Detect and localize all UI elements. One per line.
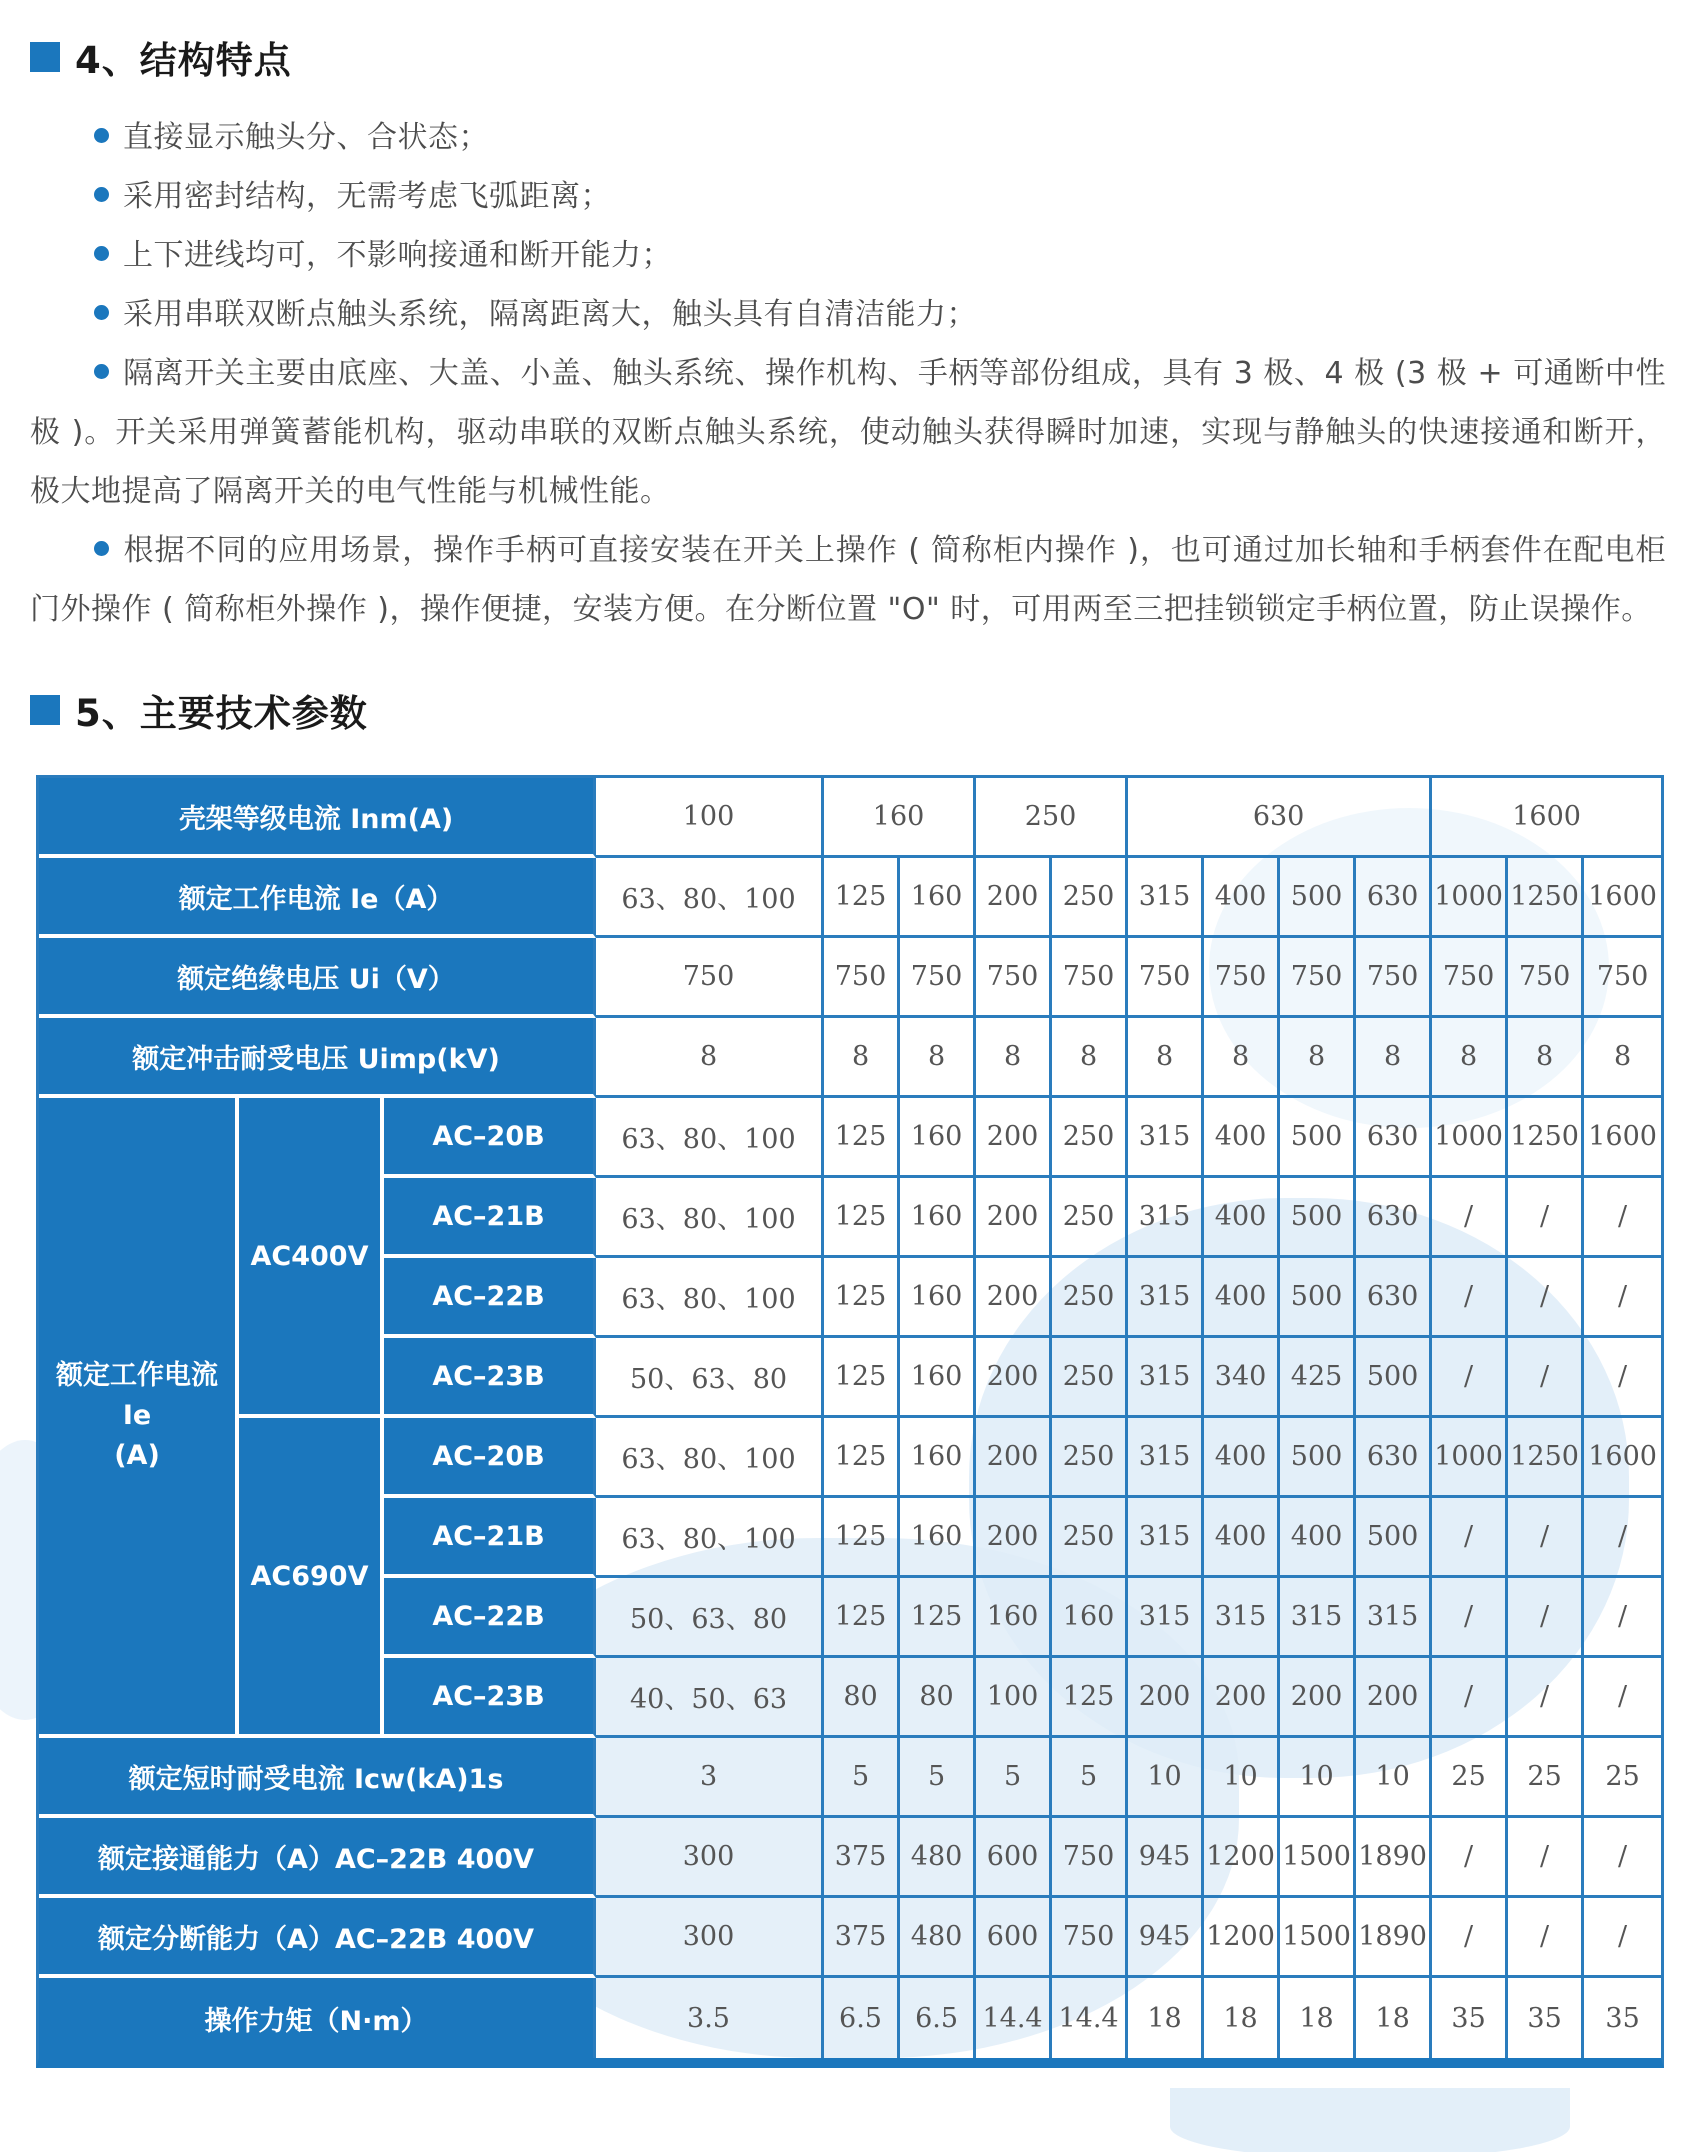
list-item-text: 根据不同的应用场景，操作手柄可直接安装在开关上操作 ( 简称柜内操作 )，也可通过加长轴和手柄套件在配电柜门外操作 ( 简称柜外操作 )，操作便捷，安装方便。在分断位置 "O" 时，可用两至三把挂锁锁定手柄位置，防止误操作。 bbox=[30, 533, 1666, 627]
table-cell: 1600 bbox=[1584, 1098, 1661, 1178]
table-label-cell: AC–23B bbox=[384, 1658, 596, 1738]
table-row bbox=[39, 938, 1661, 1018]
table-cell: 400 bbox=[1280, 1498, 1356, 1578]
table-label-cell: AC–20B bbox=[384, 1098, 596, 1178]
table-cell: / bbox=[1508, 1658, 1584, 1738]
table-cell: 8 bbox=[1128, 1018, 1204, 1098]
table-label-cell: AC–21B bbox=[384, 1178, 596, 1258]
table-cell: 200 bbox=[976, 858, 1052, 938]
table-cell: 63、80、100 bbox=[596, 1178, 824, 1258]
bullet-dot-icon bbox=[94, 187, 109, 202]
table-label-cell: 额定工作电流 Ie（A） bbox=[39, 858, 596, 938]
table-cell: 750 bbox=[1584, 938, 1661, 1018]
table-cell: 250 bbox=[1052, 858, 1128, 938]
label-line: 额定工作电流 bbox=[56, 1360, 218, 1391]
table-cell: / bbox=[1508, 1898, 1584, 1978]
table-row bbox=[39, 1018, 1661, 1098]
table-cell: 300 bbox=[596, 1818, 824, 1898]
table-cell: 125 bbox=[824, 1498, 900, 1578]
table-cell: 1600 bbox=[1584, 1418, 1661, 1498]
table-cell: 340 bbox=[1204, 1338, 1280, 1418]
table-cell: 500 bbox=[1280, 1418, 1356, 1498]
section-4-heading bbox=[30, 30, 1666, 84]
table-cell: 315 bbox=[1204, 1578, 1280, 1658]
table-cell: 500 bbox=[1356, 1338, 1432, 1418]
table-cell: 160 bbox=[900, 1498, 976, 1578]
table-cell: 200 bbox=[1356, 1658, 1432, 1738]
table-row bbox=[39, 1098, 1661, 1178]
table-cell: 500 bbox=[1280, 1258, 1356, 1338]
table-cell: 25 bbox=[1584, 1738, 1661, 1818]
table-cell: 315 bbox=[1128, 1578, 1204, 1658]
table-cell: 750 bbox=[900, 938, 976, 1018]
table-cell: 1250 bbox=[1508, 1098, 1584, 1178]
table-cell: / bbox=[1508, 1818, 1584, 1898]
table-cell: 35 bbox=[1605, 2002, 1640, 2034]
table-label-cell: 额定冲击耐受电压 Uimp(kV) bbox=[39, 1018, 596, 1098]
table-cell: / bbox=[1432, 1578, 1508, 1658]
table-label-cell: AC–21B bbox=[384, 1498, 596, 1578]
table-cell: 200 bbox=[976, 1098, 1052, 1178]
table-cell: 125 bbox=[1052, 1658, 1128, 1738]
table-cell: 630 bbox=[1356, 1178, 1432, 1258]
table-cell: 63、80、100 bbox=[596, 1098, 824, 1178]
table-cell: 200 bbox=[976, 1258, 1052, 1338]
table-cell: 80 bbox=[824, 1658, 900, 1738]
table-label-cell bbox=[39, 1098, 239, 1738]
table-cell: 315 bbox=[1356, 1578, 1432, 1658]
table-cell: 63、80、100 bbox=[596, 1498, 824, 1578]
table-row bbox=[39, 1898, 1661, 1978]
table-cell: 945 bbox=[1128, 1898, 1204, 1978]
table-label-cell: AC690V bbox=[239, 1418, 384, 1738]
table-cell: 8 bbox=[1052, 1018, 1128, 1098]
table-cell: 250 bbox=[1052, 1258, 1128, 1338]
table-cell: 8 bbox=[976, 1018, 1052, 1098]
table-cell: 1500 bbox=[1280, 1818, 1356, 1898]
table-cell: 160 bbox=[900, 1418, 976, 1498]
table-cell: / bbox=[1584, 1898, 1661, 1978]
bullet-dot-icon bbox=[94, 246, 109, 261]
table-cell: 8 bbox=[1584, 1018, 1661, 1098]
table bbox=[39, 778, 1661, 2058]
table-cell: 200 bbox=[976, 1418, 1052, 1498]
table-cell: 750 bbox=[596, 938, 824, 1018]
table-cell: 200 bbox=[1204, 1658, 1280, 1738]
table-cell: 125 bbox=[824, 1178, 900, 1258]
table-cell: 63、80、100 bbox=[596, 858, 824, 938]
table-cell: 750 bbox=[1280, 938, 1356, 1018]
table-cell: 630 bbox=[1128, 778, 1432, 858]
table-label-cell: 额定绝缘电压 Ui（V） bbox=[39, 938, 596, 1018]
table-cell: / bbox=[1584, 1818, 1661, 1898]
bullet-dot-icon bbox=[94, 364, 109, 379]
table-cell: / bbox=[1508, 1498, 1584, 1578]
table-cell: 35 bbox=[1432, 1978, 1508, 2058]
table-label-cell: 额定分断能力（A）AC–22B 400V bbox=[39, 1898, 596, 1978]
table-cell: 63、80、100 bbox=[596, 1258, 824, 1338]
table-cell: 200 bbox=[976, 1178, 1052, 1258]
table-cell: 8 bbox=[824, 1018, 900, 1098]
bullet-dot-icon bbox=[94, 128, 109, 143]
table-cell: 8 bbox=[1432, 1018, 1508, 1098]
table-cell: 14.4 bbox=[976, 1978, 1052, 2058]
table-cell: 63、80、100 bbox=[596, 1418, 824, 1498]
table-cell: 630 bbox=[1356, 1418, 1432, 1498]
table-cell: 750 bbox=[1204, 938, 1280, 1018]
table-cell: 1600 bbox=[1584, 858, 1661, 938]
label-line: Ie bbox=[122, 1400, 152, 1431]
table-label-cell: 操作力矩（N·m） bbox=[39, 1978, 596, 2058]
section-5-heading bbox=[30, 683, 1666, 737]
table-cell: 315 bbox=[1128, 1338, 1204, 1418]
table-cell: / bbox=[1432, 1658, 1508, 1738]
table-cell: 160 bbox=[976, 1578, 1052, 1658]
table-cell: 630 bbox=[1356, 1098, 1432, 1178]
table-label-cell: 额定接通能力（A）AC–22B 400V bbox=[39, 1818, 596, 1898]
table-cell: / bbox=[1432, 1898, 1508, 1978]
table-cell: 250 bbox=[1052, 1178, 1128, 1258]
bullet-dot-icon bbox=[94, 305, 109, 320]
table-label-cell: 壳架等级电流 Inm(A) bbox=[39, 778, 596, 858]
table-cell: 600 bbox=[976, 1898, 1052, 1978]
table-cell: 10 bbox=[1356, 1738, 1432, 1818]
table-cell: 1200 bbox=[1204, 1818, 1280, 1898]
table-cell: 18 bbox=[1280, 1978, 1356, 2058]
table-cell: 750 bbox=[1128, 938, 1204, 1018]
table-cell: 160 bbox=[900, 1338, 976, 1418]
table-cell: 5 bbox=[976, 1738, 1052, 1818]
table-cell: 315 bbox=[1128, 858, 1204, 938]
table-row bbox=[39, 858, 1661, 938]
table-cell: 8 bbox=[900, 1018, 976, 1098]
table-cell: 315 bbox=[1128, 1098, 1204, 1178]
table-cell: 160 bbox=[900, 1098, 976, 1178]
table-cell: / bbox=[1584, 1658, 1661, 1738]
table-cell: 315 bbox=[1280, 1578, 1356, 1658]
table-cell: 3 bbox=[596, 1738, 824, 1818]
section-marker-icon bbox=[30, 695, 60, 725]
table-cell: 480 bbox=[900, 1898, 976, 1978]
table-cell: / bbox=[1432, 1178, 1508, 1258]
table-cell: 8 bbox=[1356, 1018, 1432, 1098]
table-cell: / bbox=[1432, 1498, 1508, 1578]
table-cell: / bbox=[1432, 1338, 1508, 1418]
table-cell: 8 bbox=[1508, 1018, 1584, 1098]
table-cell: 250 bbox=[1052, 1098, 1128, 1178]
table-cell: 250 bbox=[976, 778, 1128, 858]
bullet-dot-icon bbox=[94, 541, 109, 556]
feature-list bbox=[30, 108, 1666, 639]
table-cell: 125 bbox=[824, 1578, 900, 1658]
table-cell: 10 bbox=[1280, 1738, 1356, 1818]
table-cell: 630 bbox=[1356, 1258, 1432, 1338]
table-cell: 125 bbox=[824, 1338, 900, 1418]
table-cell: 3.5 bbox=[596, 1978, 824, 2058]
table-cell: 1000 bbox=[1432, 1098, 1508, 1178]
table-cell: 6.5 bbox=[900, 1978, 976, 2058]
table-cell: / bbox=[1584, 1578, 1661, 1658]
list-item bbox=[30, 226, 1666, 285]
table-cell: 750 bbox=[976, 938, 1052, 1018]
table-cell: 250 bbox=[1052, 1498, 1128, 1578]
table-cell: 400 bbox=[1204, 1498, 1280, 1578]
table-cell: 125 bbox=[824, 858, 900, 938]
table-cell: 125 bbox=[824, 1258, 900, 1338]
table-cell: / bbox=[1508, 1178, 1584, 1258]
table-cell: 200 bbox=[1280, 1658, 1356, 1738]
table-cell: 160 bbox=[824, 778, 976, 858]
table-cell: 18 bbox=[1356, 1978, 1432, 2058]
table-cell: 375 bbox=[824, 1818, 900, 1898]
table-cell: / bbox=[1584, 1338, 1661, 1418]
table-cell: 500 bbox=[1280, 1178, 1356, 1258]
table-cell: 945 bbox=[1128, 1818, 1204, 1898]
table-cell: 400 bbox=[1204, 858, 1280, 938]
table-cell: 1250 bbox=[1508, 858, 1584, 938]
table-label-cell: 额定短时耐受电流 Icw(kA)1s bbox=[39, 1738, 596, 1818]
table-cell: 315 bbox=[1128, 1178, 1204, 1258]
list-item bbox=[30, 344, 1666, 521]
list-item bbox=[30, 285, 1666, 344]
table-cell: 10 bbox=[1204, 1738, 1280, 1818]
table-cell: 160 bbox=[1052, 1578, 1128, 1658]
table-cell: 1000 bbox=[1432, 1418, 1508, 1498]
table-cell: 8 bbox=[1204, 1018, 1280, 1098]
table-label-cell: AC–20B bbox=[384, 1418, 596, 1498]
table-cell: 400 bbox=[1204, 1258, 1280, 1338]
table-cell: 425 bbox=[1280, 1338, 1356, 1418]
table-cell: 125 bbox=[900, 1578, 976, 1658]
table-cell: 400 bbox=[1204, 1098, 1280, 1178]
table-cell: / bbox=[1508, 1578, 1584, 1658]
table-cell: 750 bbox=[1052, 1818, 1128, 1898]
table-cell: 125 bbox=[824, 1418, 900, 1498]
table-cell: 80 bbox=[900, 1658, 976, 1738]
table-cell: 500 bbox=[1356, 1498, 1432, 1578]
table-cell: 1890 bbox=[1356, 1898, 1432, 1978]
table-cell: 100 bbox=[596, 778, 824, 858]
table-cell: 200 bbox=[1128, 1658, 1204, 1738]
table-cell: 100 bbox=[976, 1658, 1052, 1738]
table-cell: 600 bbox=[976, 1818, 1052, 1898]
table-row bbox=[39, 1418, 1661, 1498]
table-row bbox=[39, 1818, 1661, 1898]
table-cell: 315 bbox=[1128, 1418, 1204, 1498]
table-row bbox=[39, 1738, 1661, 1818]
table-label-cell: AC–23B bbox=[384, 1338, 596, 1418]
list-item-text: 直接显示触头分、合状态； bbox=[123, 120, 489, 155]
table-cell: 250 bbox=[1052, 1418, 1128, 1498]
table-cell: / bbox=[1584, 1258, 1661, 1338]
table-cell: 750 bbox=[1052, 1898, 1128, 1978]
table-cell: 200 bbox=[976, 1498, 1052, 1578]
table-cell: 400 bbox=[1204, 1178, 1280, 1258]
table-cell: 50、63、80 bbox=[596, 1338, 824, 1418]
table-cell: 5 bbox=[1052, 1738, 1128, 1818]
table-cell: 315 bbox=[1128, 1258, 1204, 1338]
table-cell: 8 bbox=[596, 1018, 824, 1098]
table-cell: 1200 bbox=[1204, 1898, 1280, 1978]
table-label-cell: AC400V bbox=[239, 1098, 384, 1418]
table-cell: 125 bbox=[824, 1098, 900, 1178]
section-4-title: 4、结构特点 bbox=[75, 39, 292, 82]
table-cell: / bbox=[1508, 1338, 1584, 1418]
table-cell: 8 bbox=[1280, 1018, 1356, 1098]
table-cell: 300 bbox=[596, 1898, 824, 1978]
table-cell: 160 bbox=[900, 858, 976, 938]
list-item-text: 采用密封结构，无需考虑飞弧距离； bbox=[123, 179, 611, 214]
table-cell: 5 bbox=[900, 1738, 976, 1818]
table-cell: / bbox=[1584, 1498, 1661, 1578]
list-item bbox=[30, 521, 1666, 639]
table-cell: / bbox=[1584, 1178, 1661, 1258]
table-cell: 400 bbox=[1204, 1418, 1280, 1498]
table-label-cell: AC–22B bbox=[384, 1578, 596, 1658]
table-cell: 750 bbox=[1508, 938, 1584, 1018]
table-cell: 25 bbox=[1432, 1738, 1508, 1818]
table-cell: 500 bbox=[1280, 1098, 1356, 1178]
table-cell: 200 bbox=[976, 1338, 1052, 1418]
table-cell: 25 bbox=[1508, 1738, 1584, 1818]
table-cell: 1000 bbox=[1432, 858, 1508, 938]
list-item bbox=[30, 167, 1666, 226]
table-cell: 750 bbox=[1356, 938, 1432, 1018]
section-5-title: 5、主要技术参数 bbox=[75, 692, 368, 735]
table-cell: 1890 bbox=[1356, 1818, 1432, 1898]
table-cell: 18 bbox=[1128, 1978, 1204, 2058]
table-cell: 160 bbox=[900, 1178, 976, 1258]
table-cell: 5 bbox=[824, 1738, 900, 1818]
table-cell: 6.5 bbox=[824, 1978, 900, 2058]
table-cell: 18 bbox=[1204, 1978, 1280, 2058]
table-cell: / bbox=[1432, 1818, 1508, 1898]
table-cell: 1600 bbox=[1432, 778, 1661, 858]
table-cell: 375 bbox=[824, 1898, 900, 1978]
table-cell: 50、63、80 bbox=[596, 1578, 824, 1658]
table-cell: 1250 bbox=[1508, 1418, 1584, 1498]
table-cell: 750 bbox=[1432, 938, 1508, 1018]
table-cell: 10 bbox=[1128, 1738, 1204, 1818]
table-cell: 1500 bbox=[1280, 1898, 1356, 1978]
table-cell: 250 bbox=[1052, 1338, 1128, 1418]
table-cell: 35 bbox=[1508, 1978, 1584, 2058]
table-row bbox=[39, 778, 1661, 858]
label-line: (A) bbox=[114, 1440, 160, 1471]
list-item-text: 隔离开关主要由底座、大盖、小盖、触头系统、操作机构、手柄等部份组成，具有 3 极、4 极 (3 极 + 可通断中性极 )。开关采用弹簧蓄能机构，驱动串联的双断点触头系统，使动触头获得瞬时加速，实现与静触头的快速接通和断开，极大地提高了隔离开关的电气性能与机械性能。 bbox=[30, 356, 1666, 509]
table-cell: 750 bbox=[1052, 938, 1128, 1018]
table-cell: 14.4 bbox=[1052, 1978, 1128, 2058]
tech-params-table bbox=[36, 775, 1664, 2068]
table-cell: / bbox=[1508, 1258, 1584, 1338]
table-cell: 315 bbox=[1128, 1498, 1204, 1578]
list-item bbox=[30, 108, 1666, 167]
table-cell: 750 bbox=[824, 938, 900, 1018]
table-cell: 630 bbox=[1356, 858, 1432, 938]
watermark-blob bbox=[1170, 2088, 1570, 2152]
list-item-text: 采用串联双断点触头系统，隔离距离大，触头具有自清洁能力； bbox=[123, 297, 977, 332]
table-row bbox=[39, 1978, 1661, 2058]
table-cell: / bbox=[1432, 1258, 1508, 1338]
section-marker-icon bbox=[30, 42, 60, 72]
table-label-cell: AC–22B bbox=[384, 1258, 596, 1338]
table-cell: 500 bbox=[1280, 858, 1356, 938]
table-cell: 480 bbox=[900, 1818, 976, 1898]
list-item-text: 上下进线均可，不影响接通和断开能力； bbox=[123, 238, 672, 273]
table-cell: 40、50、63 bbox=[596, 1658, 824, 1738]
table-cell: 160 bbox=[900, 1258, 976, 1338]
